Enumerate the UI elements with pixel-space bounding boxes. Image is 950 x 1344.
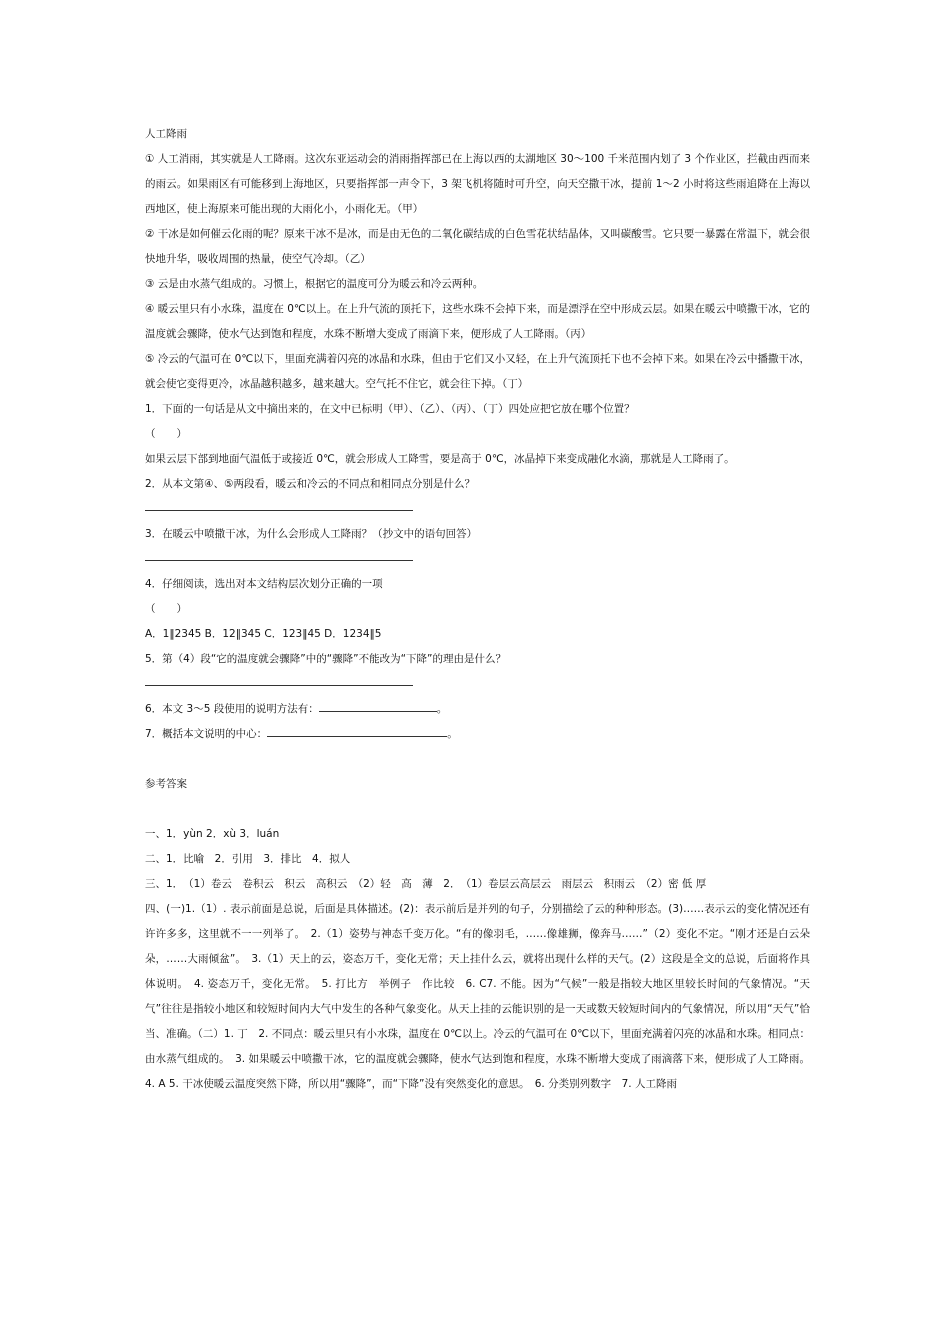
question-1-sentence: 如果云层下部到地面气温低于或接近 0℃，就会形成人工降雪，要是高于 0℃，冰晶掉下来变成融化水滴，那就是人工降雨了。 [145,453,735,465]
question-2: 2．从本文第④、⑤两段看，暖云和冷云的不同点和相同点分别是什么？ [145,478,476,490]
paragraph-4: ④ 暖云里只有小水珠，温度在 0℃以上。在上升气流的顶托下，这些水珠不会掉下来，而是漂浮在空中形成云层。如果在暖云中喷撒干冰，它的温度就会骤降，使水气达到饱和程度，水珠不断增大变成了雨滴下来，便形成了人工降雨。（丙） [145,303,810,340]
question-5: 5．第（4）段“它的温度就会骤降”中的“骤降”不能改为“下降”的理由是什么？ [145,653,506,665]
question-6 [145,697,810,722]
answer-heading: 参考答案 [145,778,187,790]
question-3-answer-line[interactable] [145,547,413,561]
question-1-answer-paren: （ ） [145,428,187,440]
paragraph-3: ③ 云是由水蒸气组成的。习惯上，根据它的温度可分为暖云和冷云两种。 [145,278,484,290]
question-6-text: 6．本文 3～5 段使用的说明方法有： [145,703,319,715]
question-7 [145,722,810,747]
question-6-blank[interactable] [319,711,437,712]
document-title: 人工降雨 [145,128,187,140]
paragraph-1: ① 人工消雨，其实就是人工降雨。这次东亚运动会的消雨指挥部已在上海以西的太湖地区 30～100 千米范围内划了 3 个作业区，拦截由西而来的雨云。如果雨区有可能移到上海地区，只要指挥部一声令下，3 架飞机将随时可升空，向天空撒干冰，提前 1～2 小时将这些雨追降在上海以西地区，使上海原来可能出现的大雨化小，小雨化无。（甲） [145,153,810,215]
question-7-end: 。 [447,728,458,740]
document-page [145,122,810,1097]
question-5-answer-line[interactable] [145,672,413,686]
question-3: 3．在暖云中喷撒干冰，为什么会形成人工降雨？（抄文中的语句回答） [145,528,478,540]
spacer [145,747,810,772]
question-6-end: 。 [436,703,448,715]
paragraph-5: ⑤ 冷云的气温可在 0℃以下，里面充满着闪亮的冰晶和水珠，但由于它们又小又轻，在上升气流顶托下也不会掉下来。如果在冷云中播撒干冰，就会使它变得更冷，冰晶越积越多，越来越大。空气托不住它，就会往下掉。（丁） [145,353,810,390]
question-4-answer-paren: （ ） [145,603,187,615]
question-4-options: A．1‖2345 B．12‖345 C．123‖45 D．1234‖5 [145,628,382,640]
spacer [145,797,810,822]
answer-line-2: 二、1．比喻 2．引用 3．排比 4．拟人 [145,853,351,865]
question-7-text: 7．概括本文说明的中心： [145,728,268,740]
question-4: 4．仔细阅读，选出对本文结构层次划分正确的一项 [145,578,383,590]
answer-line-4: 四、(一)1.（1）. 表示前面是总说，后面是具体描述。(2)：表示前后是并列的句子，分别描绘了云的种种形态。(3)……表示云的变化情况还有许许多多，这里就不一一列举了。 2.（1）姿势与神态千变万化。“有的像羽毛，……像雄狮，像奔马……”（2）变化不定。“刚才还是白云朵朵，……大雨倾盆”。 3.（1）天上的云，姿态万千，变化无常；天上挂什么云，就将出现什么样的天气。(2）这段是全文的总说，后面将作具体说明。 4. 姿态万千，变化无常。 5. 打比方 举例子 作比较 6. C7. 不能。因为“气候”一般是指较大地区里较长时间的气象情况。“天气”往往是指较小地区和较短时间内大气中发生的各种气象变化。从天上挂的云能识别的是一天或数天较短时间内的气象情况，所以用“天气”恰当、准确。（二）1. 丁 2. 不同点：暖云里只有小水珠，温度在 0℃以上。冷云的气温可在 0℃以下，里面充满着闪亮的冰晶和水珠。相同点：由水蒸气组成的。 3. 如果暖云中喷撒干冰，它的温度就会骤降，使水气达到饱和程度，水珠不断增大变成了雨滴落下来，便形成了人工降雨。4. A 5. 干冰使暖云温度突然下降，所以用“骤降”，而“下降”没有突然变化的意思。 6. 分类别列数字 7. 人工降雨 [145,903,810,1090]
answer-line-3: 三、1． （1）卷云 卷积云 积云 高积云 （2）轻 高 薄 2． （1）卷层云高层云 雨层云 积雨云 （2）密 低 厚 [145,878,707,890]
answer-line-1: 一、1．yùn 2．xù 3．luán [145,828,280,840]
question-2-answer-line[interactable] [145,497,413,511]
question-1: 1．下面的一句话是从文中摘出来的，在文中已标明（甲）、（乙）、（丙）、（丁）四处应把它放在哪个位置？ [145,403,635,415]
question-7-blank[interactable] [267,736,447,737]
paragraph-2: ② 干冰是如何催云化雨的呢？原来干冰不是冰，而是由无色的二氧化碳结成的白色雪花状结晶体，又叫碳酸雪。它只要一暴露在常温下，就会很快地升华，吸收周围的热量，使空气冷却。（乙） [145,228,810,265]
